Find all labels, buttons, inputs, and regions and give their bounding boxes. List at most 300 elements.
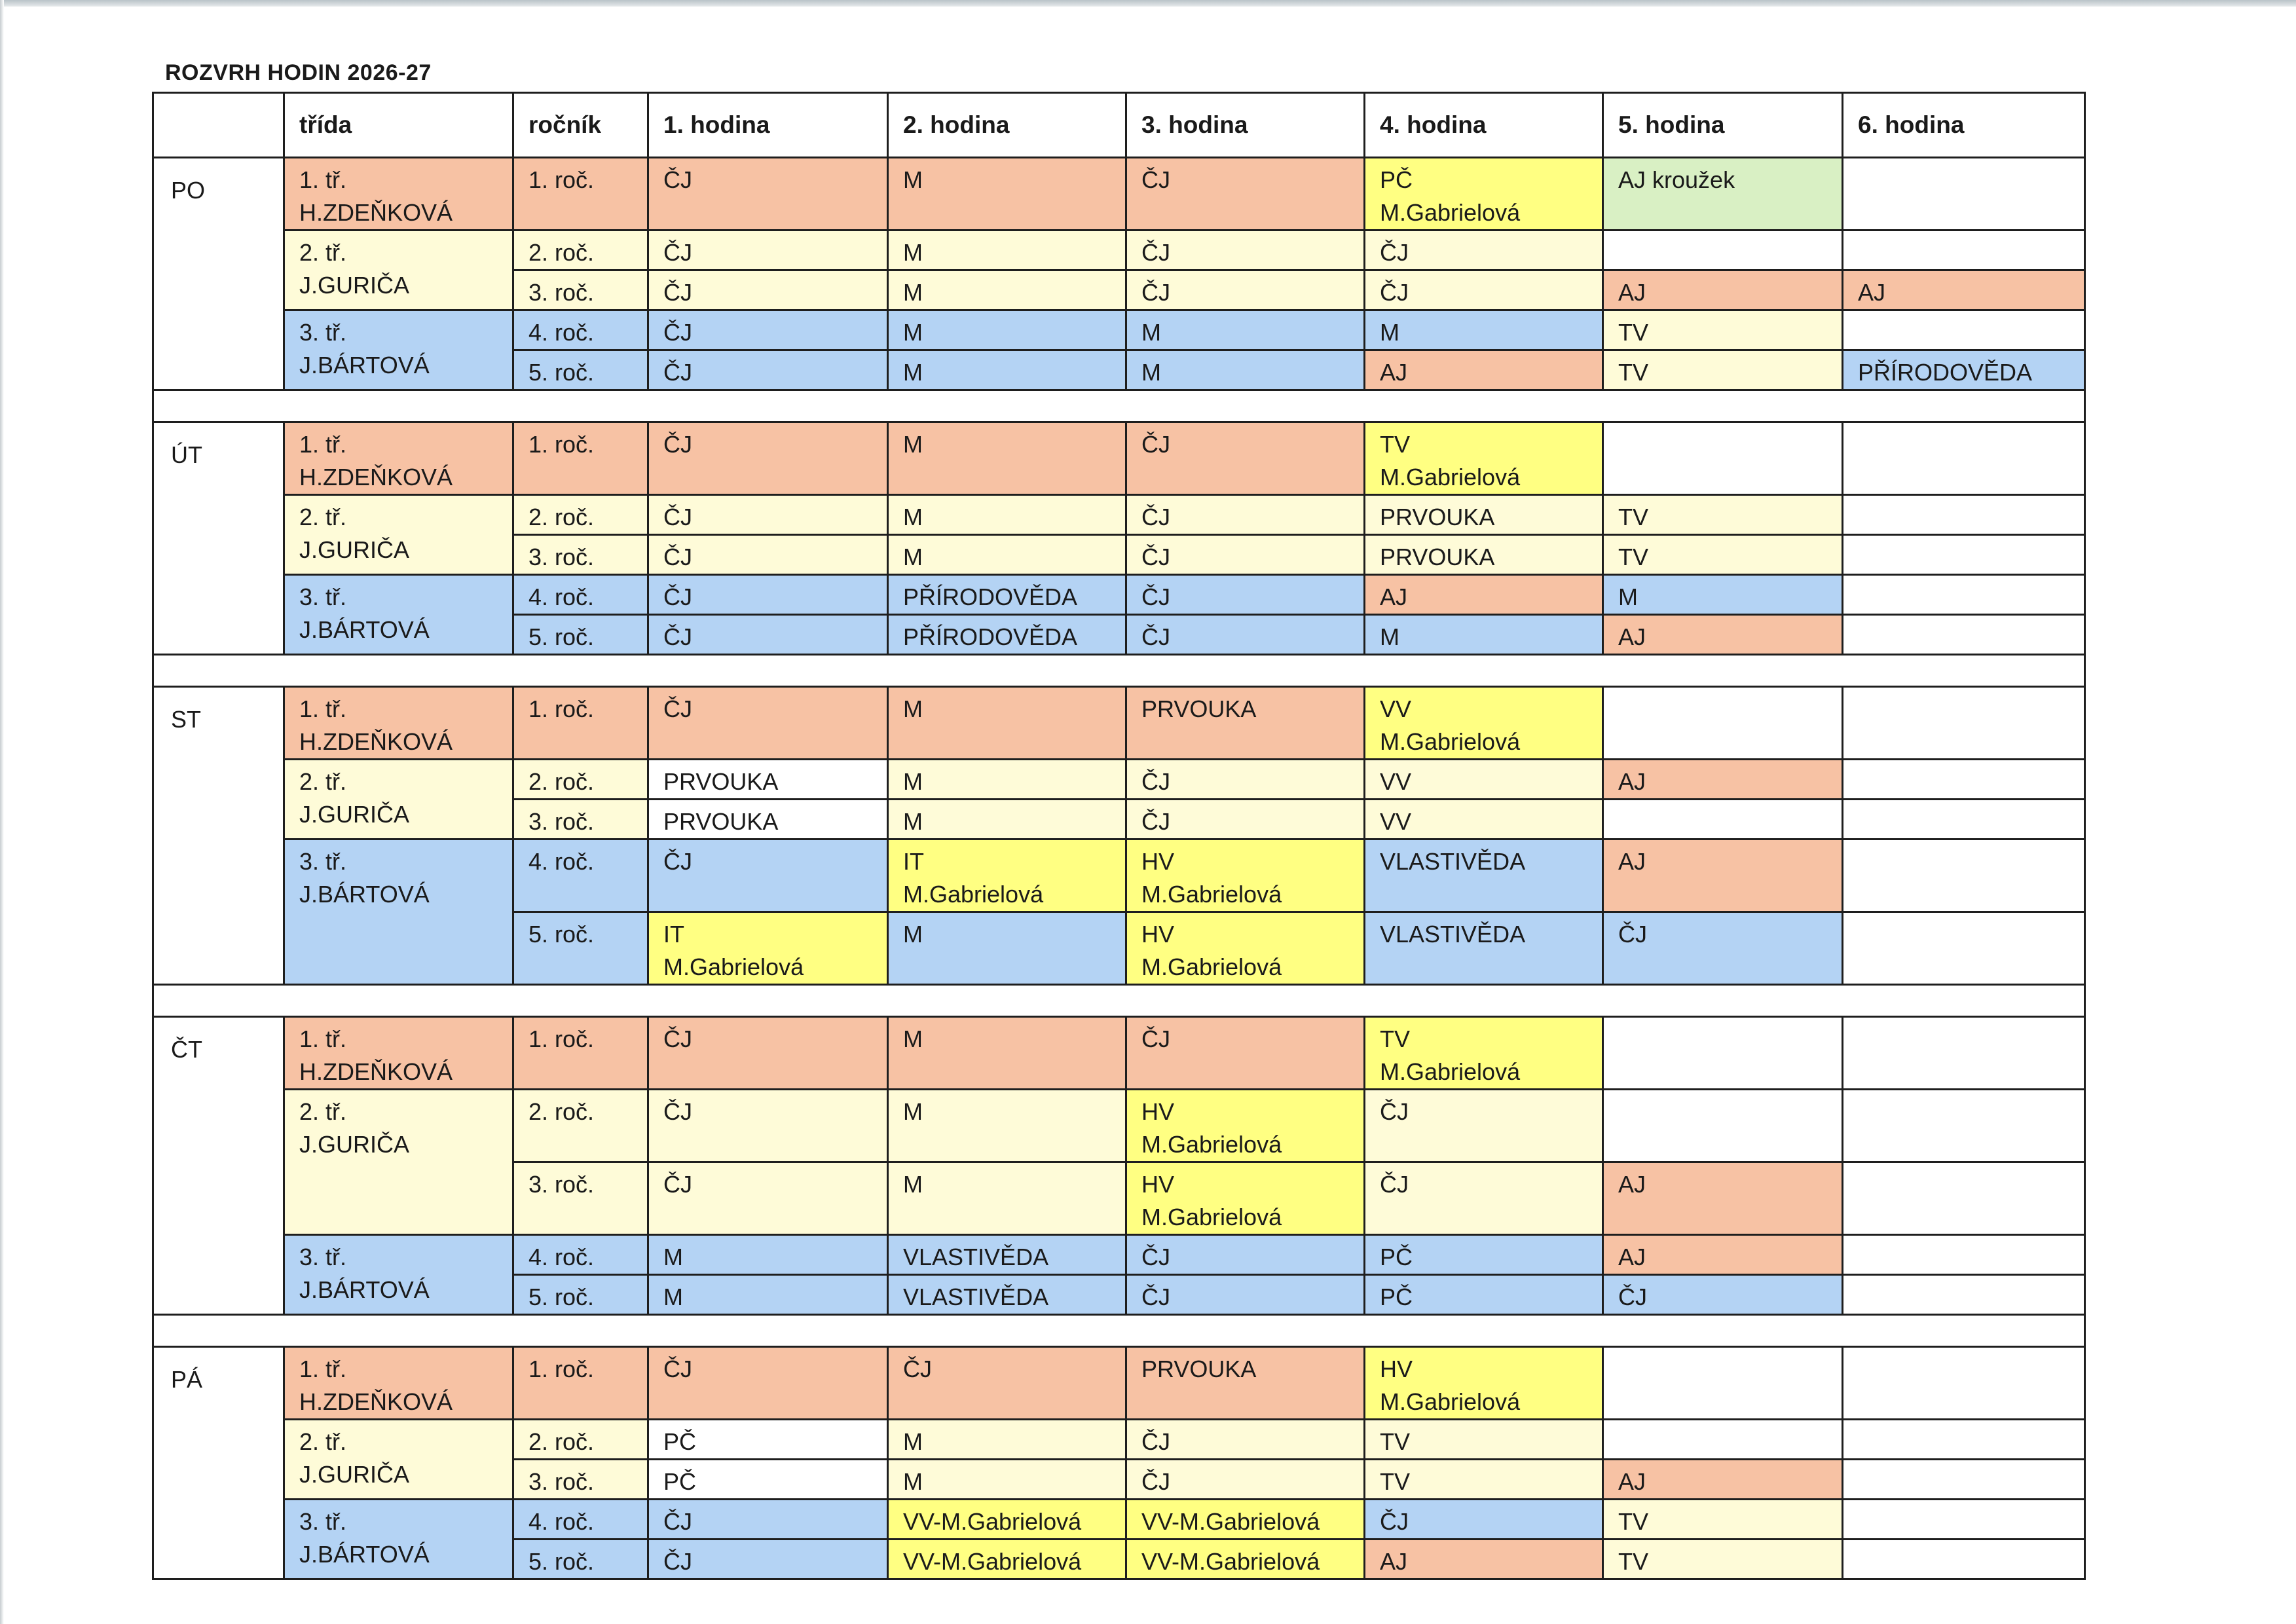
cell-text: VV-M.Gabrielová — [903, 1508, 1082, 1535]
lesson-cell — [1126, 495, 1365, 535]
cell-text: ČJ — [663, 239, 692, 266]
header-4: 2. hodina — [888, 93, 1126, 158]
cell-text: ČJ — [903, 1356, 932, 1382]
cell-text: AJ — [1618, 623, 1646, 650]
header-row — [153, 93, 2085, 158]
cell-text: TV — [1380, 1468, 1411, 1495]
lesson-cell — [888, 422, 1126, 495]
lesson-cell — [888, 535, 1126, 575]
cell-text: M — [903, 768, 923, 795]
lesson-cell — [1365, 1162, 1603, 1235]
cell-text: 1. tř. — [299, 1356, 347, 1382]
cell-text: AJ — [1618, 1244, 1646, 1270]
grade-cell: 5. roč. — [513, 912, 648, 985]
lesson-cell — [1126, 1500, 1365, 1540]
lesson-cell — [1126, 1275, 1365, 1315]
cell-text: ČJ — [663, 623, 692, 650]
cell-text: 1. tř. — [299, 166, 347, 193]
grade-cell: 5. roč. — [513, 1540, 648, 1579]
class-cell — [284, 1090, 513, 1235]
cell-text: 1. tř. — [299, 695, 347, 722]
lesson-cell — [648, 231, 888, 270]
lesson-cell — [1365, 310, 1603, 350]
cell-text: ČJ — [1380, 239, 1409, 266]
table-row — [153, 158, 2085, 231]
class-cell — [284, 1017, 513, 1090]
cell-text: ČJ — [663, 359, 692, 386]
grade-cell: 2. roč. — [513, 1420, 648, 1460]
lesson-cell — [1843, 760, 2085, 800]
grade-cell: 1. roč. — [513, 422, 648, 495]
lesson-cell — [1603, 1275, 1843, 1315]
cell-text: 1. tř. — [299, 1025, 347, 1052]
lesson-cell — [888, 687, 1126, 760]
cell-text: VV — [1380, 808, 1412, 835]
lesson-cell — [1603, 1420, 1843, 1460]
lesson-cell — [888, 840, 1126, 912]
lesson-cell — [1843, 310, 2085, 350]
header-6: 4. hodina — [1365, 93, 1603, 158]
cell-text: M.Gabrielová — [663, 953, 804, 980]
cell-text: TV — [1618, 1548, 1649, 1575]
cell-text: ČJ — [1380, 1171, 1409, 1198]
table-row — [153, 310, 2085, 350]
cell-text: ČJ — [663, 431, 692, 458]
grade-cell: 4. roč. — [513, 840, 648, 912]
lesson-cell — [1365, 1420, 1603, 1460]
table-row — [153, 1017, 2085, 1090]
lesson-cell — [1126, 912, 1365, 985]
cell-text: ČJ — [1380, 279, 1409, 306]
cell-text: ČJ — [663, 279, 692, 306]
cell-text: ČJ — [1141, 583, 1170, 610]
lesson-cell — [1126, 760, 1365, 800]
table-row — [153, 840, 2085, 912]
scan-left-edge — [0, 0, 4, 1624]
lesson-cell — [1603, 535, 1843, 575]
lesson-cell — [1126, 687, 1365, 760]
lesson-cell — [648, 1090, 888, 1162]
cell-text: ČJ — [1141, 1428, 1170, 1455]
lesson-cell — [1365, 1540, 1603, 1579]
cell-text: AJ kroužek — [1618, 166, 1735, 193]
cell-text: VLASTIVĚDA — [1380, 848, 1526, 875]
grade-cell: 2. roč. — [513, 495, 648, 535]
day-spacer — [153, 390, 2085, 422]
lesson-cell — [888, 1420, 1126, 1460]
cell-text: ČJ — [663, 1548, 692, 1575]
cell-text: J.GURIČA — [299, 1131, 410, 1158]
lesson-cell — [648, 615, 888, 655]
cell-text: 1. tř. — [299, 431, 347, 458]
lesson-cell — [1843, 1347, 2085, 1420]
lesson-cell — [1603, 350, 1843, 390]
cell-text: M — [903, 359, 923, 386]
day-label: PO — [153, 158, 284, 390]
class-cell — [284, 231, 513, 310]
cell-text: M — [903, 1468, 923, 1495]
cell-text: 3. tř. — [299, 319, 347, 346]
lesson-cell — [1126, 270, 1365, 310]
lesson-cell — [888, 1540, 1126, 1579]
cell-text: ČJ — [1141, 623, 1170, 650]
lesson-cell — [1365, 231, 1603, 270]
cell-text: HV — [1380, 1356, 1413, 1382]
grade-cell: 5. roč. — [513, 1275, 648, 1315]
scan-top-edge — [0, 0, 2296, 7]
lesson-cell — [1365, 800, 1603, 840]
lesson-cell — [888, 1017, 1126, 1090]
table-row — [153, 422, 2085, 495]
cell-text: ČJ — [663, 583, 692, 610]
class-cell — [284, 158, 513, 231]
cell-text: M.Gabrielová — [1380, 464, 1521, 490]
table-row — [153, 687, 2085, 760]
cell-text: AJ — [1618, 768, 1646, 795]
lesson-cell — [1365, 1500, 1603, 1540]
cell-text: M — [903, 239, 923, 266]
cell-text: VLASTIVĚDA — [903, 1283, 1049, 1310]
table-row — [153, 1500, 2085, 1540]
cell-text: J.GURIČA — [299, 272, 410, 299]
cell-text: H.ZDEŇKOVÁ — [299, 1058, 453, 1085]
lesson-cell — [1365, 1275, 1603, 1315]
lesson-cell — [888, 1347, 1126, 1420]
cell-text: AJ — [1618, 1468, 1646, 1495]
cell-text: M.Gabrielová — [1380, 199, 1521, 226]
lesson-cell — [1603, 422, 1843, 495]
cell-text: M — [903, 431, 923, 458]
spacer-cell — [153, 655, 2085, 687]
lesson-cell — [888, 912, 1126, 985]
cell-text: PRVOUKA — [663, 768, 779, 795]
cell-text: ČJ — [1141, 768, 1170, 795]
lesson-cell — [1843, 1540, 2085, 1579]
lesson-cell — [888, 1162, 1126, 1235]
cell-text: VLASTIVĚDA — [903, 1244, 1049, 1270]
lesson-cell — [1843, 1235, 2085, 1275]
grade-cell: 2. roč. — [513, 1090, 648, 1162]
lesson-cell — [1365, 1460, 1603, 1500]
class-cell — [284, 1420, 513, 1500]
cell-text: J.BÁRTOVÁ — [299, 616, 430, 643]
cell-text: ČJ — [663, 1171, 692, 1198]
cell-text: PČ — [663, 1468, 697, 1495]
cell-text: TV — [1618, 319, 1649, 346]
cell-text: M — [903, 1428, 923, 1455]
lesson-cell — [648, 1347, 888, 1420]
lesson-cell — [1365, 1347, 1603, 1420]
cell-text: M — [663, 1283, 683, 1310]
cell-text: HV — [1141, 921, 1175, 948]
lesson-cell — [1365, 350, 1603, 390]
cell-text: HV — [1141, 848, 1175, 875]
cell-text: M — [1380, 319, 1399, 346]
cell-text: TV — [1380, 1428, 1411, 1455]
cell-text: M — [903, 279, 923, 306]
lesson-cell — [648, 350, 888, 390]
lesson-cell — [888, 1500, 1126, 1540]
table-row — [153, 495, 2085, 535]
lesson-cell — [1126, 231, 1365, 270]
cell-text: PRVOUKA — [1380, 544, 1495, 570]
lesson-cell — [888, 350, 1126, 390]
lesson-cell — [1603, 1090, 1843, 1162]
table-row — [153, 1420, 2085, 1460]
cell-text: M.Gabrielová — [1141, 953, 1282, 980]
lesson-cell — [888, 615, 1126, 655]
class-cell — [284, 495, 513, 575]
spacer-cell — [153, 390, 2085, 422]
cell-text: ČJ — [1618, 1283, 1647, 1310]
cell-text: ČJ — [663, 1098, 692, 1125]
lesson-cell — [1843, 1500, 2085, 1540]
cell-text: AJ — [1618, 279, 1646, 306]
lesson-cell — [1603, 1347, 1843, 1420]
lesson-cell — [648, 687, 888, 760]
day-spacer — [153, 985, 2085, 1017]
cell-text: 3. tř. — [299, 583, 347, 610]
lesson-cell — [1365, 422, 1603, 495]
header-7: 5. hodina — [1603, 93, 1843, 158]
cell-text: ČJ — [1380, 1098, 1409, 1125]
header-3: 1. hodina — [648, 93, 888, 158]
grade-cell: 3. roč. — [513, 1460, 648, 1500]
cell-text: M — [663, 1244, 683, 1270]
lesson-cell — [648, 800, 888, 840]
cell-text: 2. tř. — [299, 768, 347, 795]
table-row — [153, 575, 2085, 615]
cell-text: VV-M.Gabrielová — [1141, 1548, 1320, 1575]
class-cell — [284, 575, 513, 655]
lesson-cell — [888, 1235, 1126, 1275]
cell-text: M — [1141, 319, 1161, 346]
cell-text: M.Gabrielová — [903, 881, 1044, 908]
lesson-cell — [1126, 840, 1365, 912]
cell-text: PRVOUKA — [1141, 1356, 1257, 1382]
header-day — [153, 93, 284, 158]
lesson-cell — [648, 270, 888, 310]
lesson-cell — [1365, 535, 1603, 575]
lesson-cell — [888, 231, 1126, 270]
lesson-cell — [1843, 615, 2085, 655]
cell-text: M.Gabrielová — [1380, 1058, 1521, 1085]
grade-cell: 5. roč. — [513, 615, 648, 655]
grade-cell: 4. roč. — [513, 310, 648, 350]
lesson-cell — [1603, 270, 1843, 310]
cell-text: M.Gabrielová — [1141, 1204, 1282, 1230]
lesson-cell — [648, 1420, 888, 1460]
table-row — [153, 1235, 2085, 1275]
cell-text: ČJ — [1141, 808, 1170, 835]
cell-text: M — [903, 319, 923, 346]
lesson-cell — [1126, 800, 1365, 840]
cell-text: 2. tř. — [299, 504, 347, 530]
cell-text: AJ — [1380, 1548, 1408, 1575]
lesson-cell — [1843, 1090, 2085, 1162]
lesson-cell — [1843, 158, 2085, 231]
cell-text: H.ZDEŇKOVÁ — [299, 728, 453, 755]
class-cell — [284, 1500, 513, 1579]
cell-text: PRVOUKA — [663, 808, 779, 835]
cell-text: 2. tř. — [299, 239, 347, 266]
class-cell — [284, 687, 513, 760]
lesson-cell — [1843, 422, 2085, 495]
day-label: ÚT — [153, 422, 284, 655]
cell-text: PČ — [663, 1428, 697, 1455]
class-cell — [284, 422, 513, 495]
cell-text: ČJ — [1141, 504, 1170, 530]
lesson-cell — [1603, 800, 1843, 840]
lesson-cell — [648, 760, 888, 800]
lesson-cell — [648, 310, 888, 350]
cell-text: ČJ — [1141, 1025, 1170, 1052]
lesson-cell — [1603, 912, 1843, 985]
cell-text: TV — [1618, 1508, 1649, 1535]
day-label: ČT — [153, 1017, 284, 1315]
grade-cell: 4. roč. — [513, 1235, 648, 1275]
cell-text: ČJ — [663, 1025, 692, 1052]
lesson-cell — [1843, 495, 2085, 535]
cell-text: M — [903, 695, 923, 722]
cell-text: J.BÁRTOVÁ — [299, 1276, 430, 1303]
lesson-cell — [1843, 912, 2085, 985]
lesson-cell — [1843, 575, 2085, 615]
cell-text: J.GURIČA — [299, 1461, 410, 1488]
cell-text: IT — [903, 848, 924, 875]
header-1: třída — [284, 93, 513, 158]
grade-cell: 1. roč. — [513, 687, 648, 760]
cell-text: H.ZDEŇKOVÁ — [299, 199, 453, 226]
lesson-cell — [888, 800, 1126, 840]
lesson-cell — [888, 310, 1126, 350]
cell-text: PŘÍRODOVĚDA — [903, 623, 1078, 650]
lesson-cell — [648, 1500, 888, 1540]
lesson-cell — [1843, 800, 2085, 840]
header-8: 6. hodina — [1843, 93, 2085, 158]
grade-cell: 3. roč. — [513, 535, 648, 575]
lesson-cell — [1126, 1162, 1365, 1235]
lesson-cell — [1365, 912, 1603, 985]
cell-text: PČ — [1380, 166, 1413, 193]
header-2: ročník — [513, 93, 648, 158]
cell-text: VV-M.Gabrielová — [1141, 1508, 1320, 1535]
lesson-cell — [888, 1090, 1126, 1162]
cell-text: PČ — [1380, 1244, 1413, 1270]
lesson-cell — [1603, 495, 1843, 535]
lesson-cell — [1126, 422, 1365, 495]
lesson-cell — [1843, 1420, 2085, 1460]
cell-text: TV — [1618, 359, 1649, 386]
cell-text: PČ — [1380, 1283, 1413, 1310]
header-5: 3. hodina — [1126, 93, 1365, 158]
cell-text: J.BÁRTOVÁ — [299, 1541, 430, 1568]
cell-text: PŘÍRODOVĚDA — [903, 583, 1078, 610]
cell-text: ČJ — [663, 695, 692, 722]
lesson-cell — [888, 1460, 1126, 1500]
lesson-cell — [1126, 1540, 1365, 1579]
cell-text: ČJ — [663, 504, 692, 530]
cell-text: AJ — [1618, 848, 1646, 875]
grade-cell: 1. roč. — [513, 158, 648, 231]
cell-text: M — [903, 1025, 923, 1052]
cell-text: ČJ — [1141, 1468, 1170, 1495]
lesson-cell — [1126, 350, 1365, 390]
lesson-cell — [1603, 158, 1843, 231]
cell-text: VV — [1380, 695, 1412, 722]
lesson-cell — [1603, 760, 1843, 800]
lesson-cell — [1843, 1162, 2085, 1235]
cell-text: M.Gabrielová — [1380, 728, 1521, 755]
lesson-cell — [1365, 270, 1603, 310]
lesson-cell — [1126, 1090, 1365, 1162]
lesson-cell — [648, 158, 888, 231]
lesson-cell — [1603, 1162, 1843, 1235]
lesson-cell — [648, 535, 888, 575]
timetable-body — [153, 93, 2085, 1579]
cell-text: AJ — [1858, 279, 1886, 306]
lesson-cell — [1126, 310, 1365, 350]
cell-text: HV — [1141, 1098, 1175, 1125]
lesson-cell — [888, 270, 1126, 310]
lesson-cell — [648, 495, 888, 535]
lesson-cell — [888, 1275, 1126, 1315]
cell-text: 3. tř. — [299, 848, 347, 875]
cell-text: AJ — [1380, 583, 1408, 610]
lesson-cell — [648, 575, 888, 615]
class-cell — [284, 310, 513, 390]
lesson-cell — [1843, 270, 2085, 310]
lesson-cell — [1365, 687, 1603, 760]
day-label: ST — [153, 687, 284, 985]
cell-text: ČJ — [1141, 544, 1170, 570]
day-spacer — [153, 655, 2085, 687]
cell-text: H.ZDEŇKOVÁ — [299, 464, 453, 490]
cell-text: TV — [1380, 1025, 1411, 1052]
lesson-cell — [1843, 231, 2085, 270]
cell-text: ČJ — [1141, 1283, 1170, 1310]
cell-text: M — [1618, 583, 1638, 610]
grade-cell: 2. roč. — [513, 231, 648, 270]
lesson-cell — [648, 1460, 888, 1500]
grade-cell: 4. roč. — [513, 575, 648, 615]
cell-text: 3. tř. — [299, 1244, 347, 1270]
cell-text: PŘÍRODOVĚDA — [1858, 359, 2033, 386]
lesson-cell — [648, 912, 888, 985]
cell-text: IT — [663, 921, 684, 948]
cell-text: M.Gabrielová — [1141, 881, 1282, 908]
cell-text: TV — [1380, 431, 1411, 458]
cell-text: M — [903, 504, 923, 530]
cell-text: M.Gabrielová — [1380, 1388, 1521, 1415]
lesson-cell — [1843, 687, 2085, 760]
cell-text: ČJ — [1141, 166, 1170, 193]
lesson-cell — [1603, 1017, 1843, 1090]
timetable-sheet — [152, 92, 2084, 1580]
cell-text: J.GURIČA — [299, 801, 410, 828]
cell-text: ČJ — [663, 319, 692, 346]
cell-text: M — [903, 544, 923, 570]
cell-text: M — [903, 166, 923, 193]
cell-text: PRVOUKA — [1141, 695, 1257, 722]
cell-text: ČJ — [663, 848, 692, 875]
cell-text: PRVOUKA — [1380, 504, 1495, 530]
lesson-cell — [888, 495, 1126, 535]
cell-text: ČJ — [1141, 279, 1170, 306]
lesson-cell — [1603, 575, 1843, 615]
lesson-cell — [648, 1162, 888, 1235]
cell-text: 2. tř. — [299, 1098, 347, 1125]
